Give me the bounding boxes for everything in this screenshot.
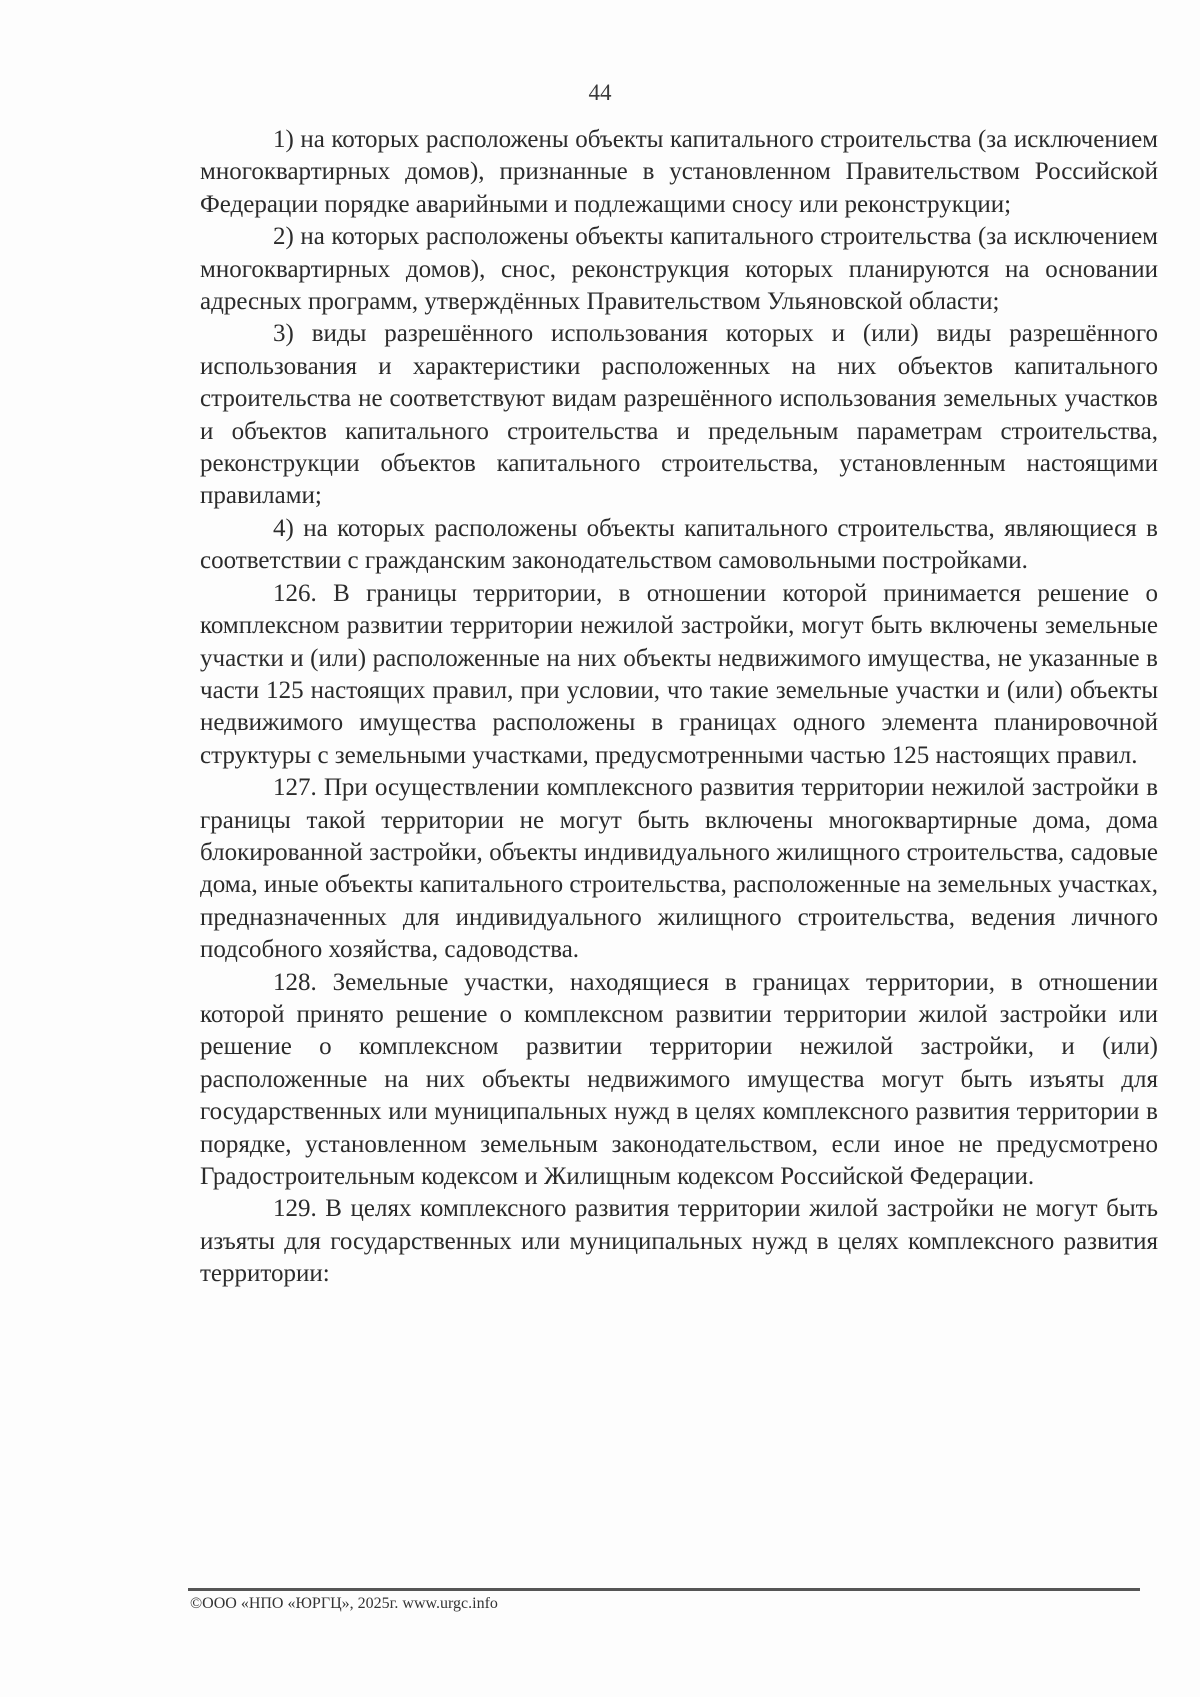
body-text [200,124,1158,1291]
list-item-2: 2) на которых расположены объекты капитального строительства (за исключением многоквартирных домов), снос, реконструкция которых планируются на основании адресных программ, утверждённых Правительством Ульяновской области; [200,223,1158,316]
list-item-4: 4) на которых расположены объекты капитального строительства, являющиеся в соответствии с гражданским законодательством самовольными постройками. [200,514,1158,575]
paragraph-128: 128. Земельные участки, находящиеся в границах территории, в отношении которой принято решение о комплексном развитии территории жилой застройки или решение о комплексном развитии территории нежилой застройки, и (или) расположенные на них объекты недвижимого имущества могут быть изъяты для государственных или муниципальных нужд в целях комплексного развития территории в порядке, установленном земельным законодательством, если иное не предусмотрено Градостроительным кодексом и Жилищным кодексом Российской Федерации. [200,968,1158,1190]
paragraph-127: 127. При осуществлении комплексного развития территории нежилой застройки в границы такой территории не могут быть включены многоквартирные дома, дома блокированной застройки, объекты индивидуального жилищного строительства, садовые дома, иные объекты капитального строительства, расположенные на земельных участках, предназначенных для индивидуального жилищного строительства, ведения личного подсобного хозяйства, садоводства. [200,774,1158,964]
footer-copyright: ©ООО «НПО «ЮРГЦ», 2025г. www.urgc.info [190,1595,498,1612]
list-item-1: 1) на которых расположены объекты капитального строительства (за исключением многоквартирных домов), признанные в установленном Правительством Российской Федерации порядке аварийными и подлежащими сносу или реконструкции; [200,126,1158,218]
paragraph-129: 129. В целях комплексного развития территории жилой застройки не могут быть изъяты для государственных или муниципальных нужд в целях комплексного развития территории: [200,1195,1158,1288]
list-item-3: 3) виды разрешённого использования которых и (или) виды разрешённого использования и характеристики расположенных на них объектов капитального строительства не соответствуют видам разрешённого использования земельных участков и объектов капитального строительства и предельным параметрам строительства, реконструкции объектов капитального строительства, установленным настоящими правилами; [200,320,1158,510]
paragraph-126: 126. В границы территории, в отношении которой принимается решение о комплексном развитии территории нежилой застройки, могут быть включены земельные участки и (или) расположенные на них объекты недвижимого имущества, не указанные в части 125 настоящих правил, при условии, что такие земельные участки и (или) объекты недвижимого имущества расположены в границах одного элемента планировочной структуры с земельными участками, предусмотренными частью 125 настоящих правил. [200,579,1158,769]
page-number: 44 [588,80,612,105]
footer-divider [188,1588,1140,1591]
